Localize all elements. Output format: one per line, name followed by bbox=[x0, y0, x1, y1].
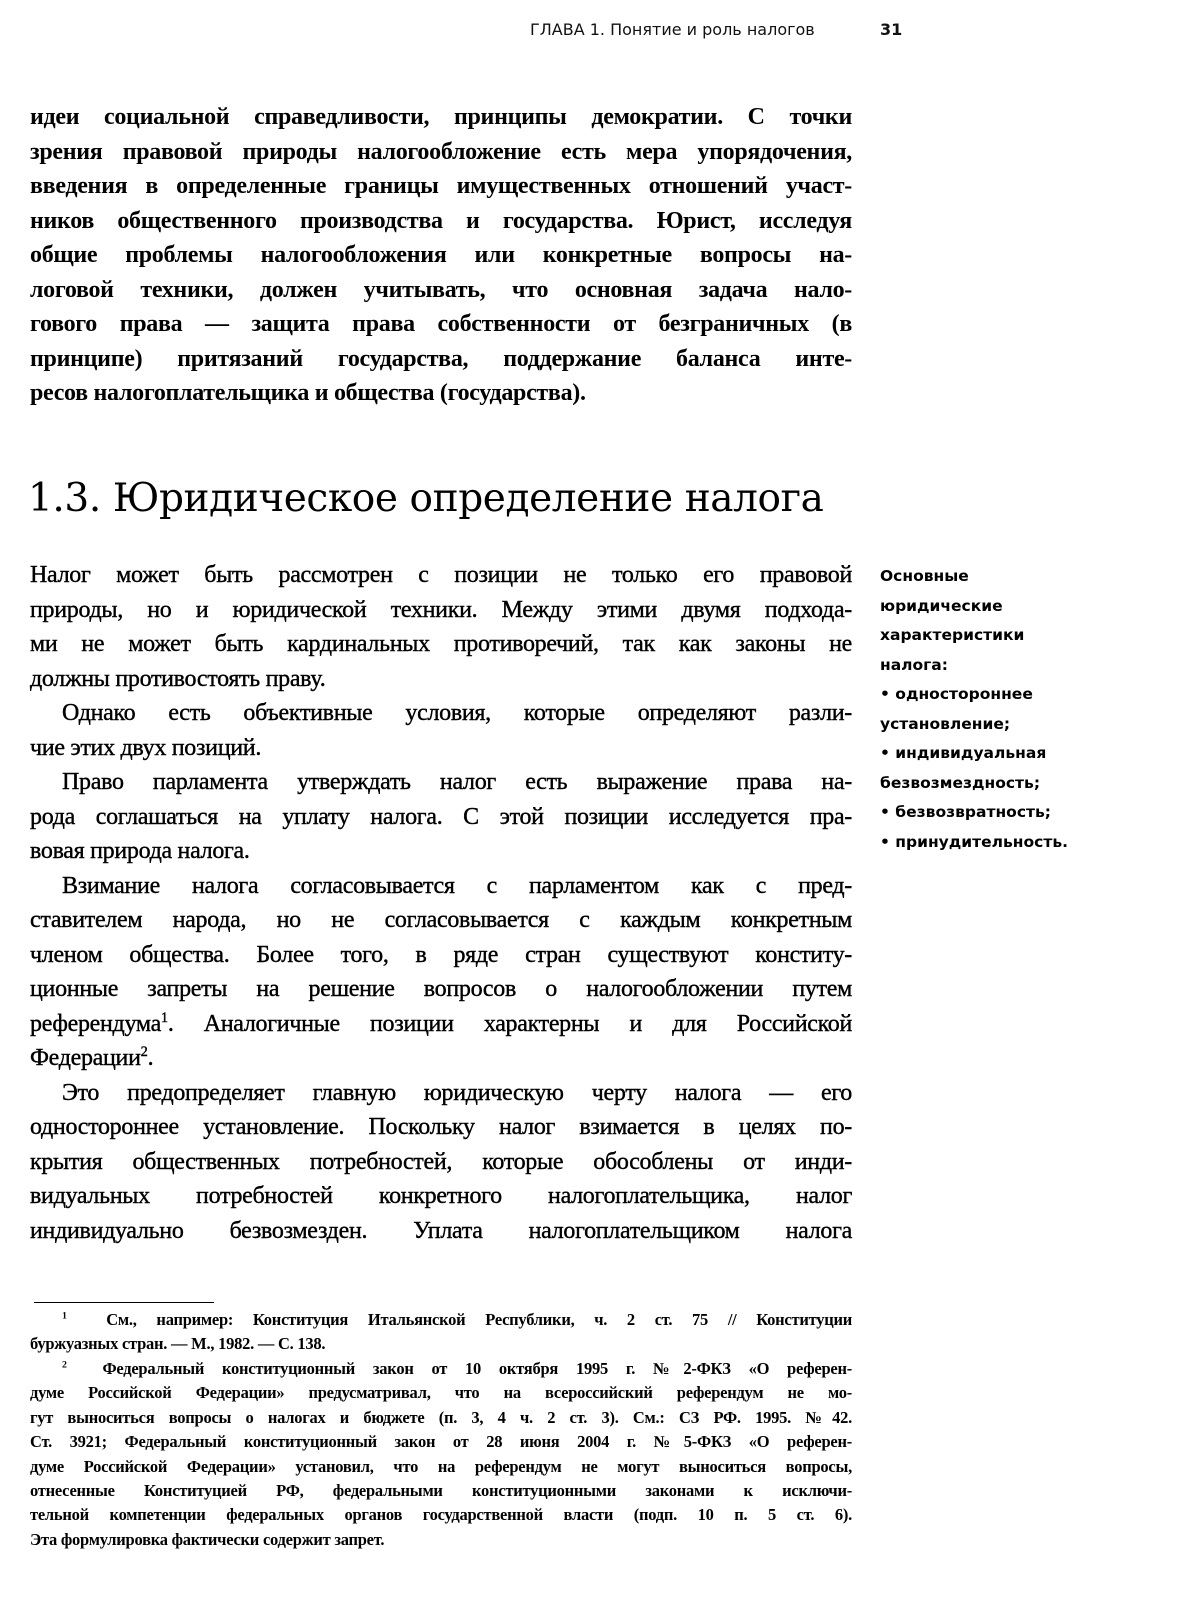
paragraph-2 bbox=[30, 696, 852, 765]
footnote-line: думе Российской Федерации» установил, что на референдум не могут выноситься вопросы, bbox=[30, 1456, 852, 1476]
text-fragment: . bbox=[147, 1045, 154, 1071]
text-line: общие проблемы налогообложения или конкретные вопросы на- bbox=[30, 242, 852, 268]
text-line: индивидуально безвозмезден. Уплата налогоплательщиком налога bbox=[30, 1217, 852, 1244]
paragraph-4 bbox=[30, 869, 852, 1076]
text-line: одностороннее установление. Поскольку налог взимается в целях по- bbox=[30, 1114, 852, 1140]
footnote-marker: 1 bbox=[62, 1310, 67, 1322]
footnote-line: думе Российской Федерации» предусматривал, что на всероссийский референдум не мо- bbox=[30, 1383, 852, 1403]
text-line: ресов налогоплательщика и общества (государства). bbox=[30, 380, 586, 406]
text-fragment: Федеральный конституционный закон от 10 октября 1995 г. №2-ФКЗ «О референ- bbox=[102, 1359, 852, 1378]
text-line: зрения правовой природы налогообложение есть мера упорядочения, bbox=[30, 138, 852, 165]
text-line: рода соглашаться на уплату налога. С этой позиции исследуется пра- bbox=[30, 803, 852, 830]
text-line: Право парламента утверждать налог есть выражение права на- bbox=[62, 769, 852, 795]
text-line: Налог может быть рассмотрен с позиции не только его правовой bbox=[30, 562, 852, 588]
margin-note-line: характеристики bbox=[880, 626, 1025, 644]
footnote-marker: 2 bbox=[62, 1359, 67, 1371]
paragraph-5 bbox=[30, 1076, 852, 1249]
footnote-2 bbox=[30, 1357, 852, 1552]
margin-note-line: • индивидуальная bbox=[880, 744, 1047, 762]
text-line: ставителем народа, но не согласовывается с каждым конкретным bbox=[30, 907, 852, 933]
margin-note-line: юридические bbox=[880, 596, 1003, 615]
text-fragment: референдума bbox=[30, 1010, 161, 1037]
text-line: должны противостоять праву. bbox=[30, 665, 326, 692]
text-line: чие этих двух позиций. bbox=[30, 734, 262, 761]
text-line: ников общественного производства и государства. Юрист, исследуя bbox=[30, 207, 852, 234]
text-line: видуальных потребностей конкретного налогоплательщика, налог bbox=[30, 1183, 852, 1209]
text-line: введения в определенные границы имущественных отношений участ- bbox=[30, 173, 852, 199]
text-line: ми не может быть кардинальных противоречий, так как законы не bbox=[30, 631, 852, 657]
body-text bbox=[30, 558, 852, 1248]
text-line: Однако есть объективные условия, которые определяют разли- bbox=[62, 700, 852, 726]
running-head-title: ГЛАВА 1. Понятие и роль налогов bbox=[530, 20, 815, 39]
text-fragment: См., например: Конституция Итальянской Республики, ч. 2 ст. 75 // Конституции bbox=[106, 1310, 853, 1329]
margin-note bbox=[880, 562, 1110, 857]
text-line: природы, но и юридической техники. Между этими двумя подхода- bbox=[30, 596, 852, 623]
margin-note-line: безвозмездность; bbox=[880, 773, 1041, 792]
text-line: вовая природа налога. bbox=[30, 838, 250, 864]
intro-paragraph bbox=[30, 100, 852, 411]
page-number: 31 bbox=[880, 20, 903, 39]
text-line bbox=[30, 1041, 852, 1076]
text-line: логовой техники, должен учитывать, что основная задача нало- bbox=[30, 276, 852, 303]
footnote-line bbox=[30, 1357, 852, 1381]
text-line: Это предопределяет главную юридическую черту налога — его bbox=[62, 1079, 852, 1106]
margin-note-line: • принудительность. bbox=[880, 832, 1069, 851]
section-heading: 1.3. Юридическое определение налога bbox=[28, 476, 824, 521]
paragraph-3 bbox=[30, 765, 852, 869]
footnote-separator bbox=[34, 1302, 214, 1303]
footnote-ref-1: 1 bbox=[160, 1009, 168, 1026]
text-line: принципе) притязаний государства, поддержание баланса инте- bbox=[30, 345, 852, 372]
margin-note-line: налога: bbox=[880, 655, 948, 674]
text-line bbox=[30, 1007, 852, 1042]
footnote-1 bbox=[30, 1308, 852, 1357]
footnote-line: Ст. 3921; Федеральный конституционный закон от 28 июня 2004 г. №5-ФКЗ «О референ- bbox=[30, 1432, 852, 1452]
text-line: гового права — защита права собственности от безграничных (в bbox=[30, 311, 852, 337]
text-line: Взимание налога согласовывается с парламентом как с пред- bbox=[62, 872, 852, 899]
footnote-line: Эта формулировка фактически содержит запрет. bbox=[30, 1529, 385, 1549]
margin-note-line: • безвозвратность; bbox=[880, 803, 1051, 821]
text-line: крытия общественных потребностей, которые обособлены от инди- bbox=[30, 1148, 852, 1175]
footnote-line: буржуазных стран. — М., 1982. — С. 138. bbox=[30, 1334, 326, 1354]
text-line: членом общества. Более того, в ряде стран существуют конститу- bbox=[30, 941, 852, 968]
footnote-line: тельной компетенции федеральных органов государственной власти (подп. 10 п. 5 ст. 6). bbox=[30, 1505, 852, 1525]
text-fragment: . Аналогичные позиции характерны и для Российской bbox=[167, 1010, 852, 1037]
text-fragment: Федерации bbox=[30, 1045, 141, 1071]
footnote-line: гут выноситься вопросы о налогах и бюджете (п. 3, 4 ч. 2 ст. 3). См.: СЗ РФ. 1995. №42. bbox=[30, 1407, 852, 1427]
footnote-ref-2: 2 bbox=[140, 1044, 148, 1060]
text-line: ционные запреты на решение вопросов о налогообложении путем bbox=[30, 976, 852, 1002]
footnote-line: отнесенные Конституцией РФ, федеральными конституционными законами к исключи- bbox=[30, 1481, 852, 1501]
running-head bbox=[530, 20, 920, 39]
footnote-line bbox=[30, 1308, 852, 1332]
margin-note-line: • одностороннее bbox=[880, 685, 1033, 703]
text-line: идеи социальной справедливости, принципы демократии. С точки bbox=[30, 104, 852, 130]
margin-note-line: Основные bbox=[880, 567, 969, 585]
margin-note-line: установление; bbox=[880, 714, 1011, 733]
paragraph-1 bbox=[30, 558, 852, 696]
